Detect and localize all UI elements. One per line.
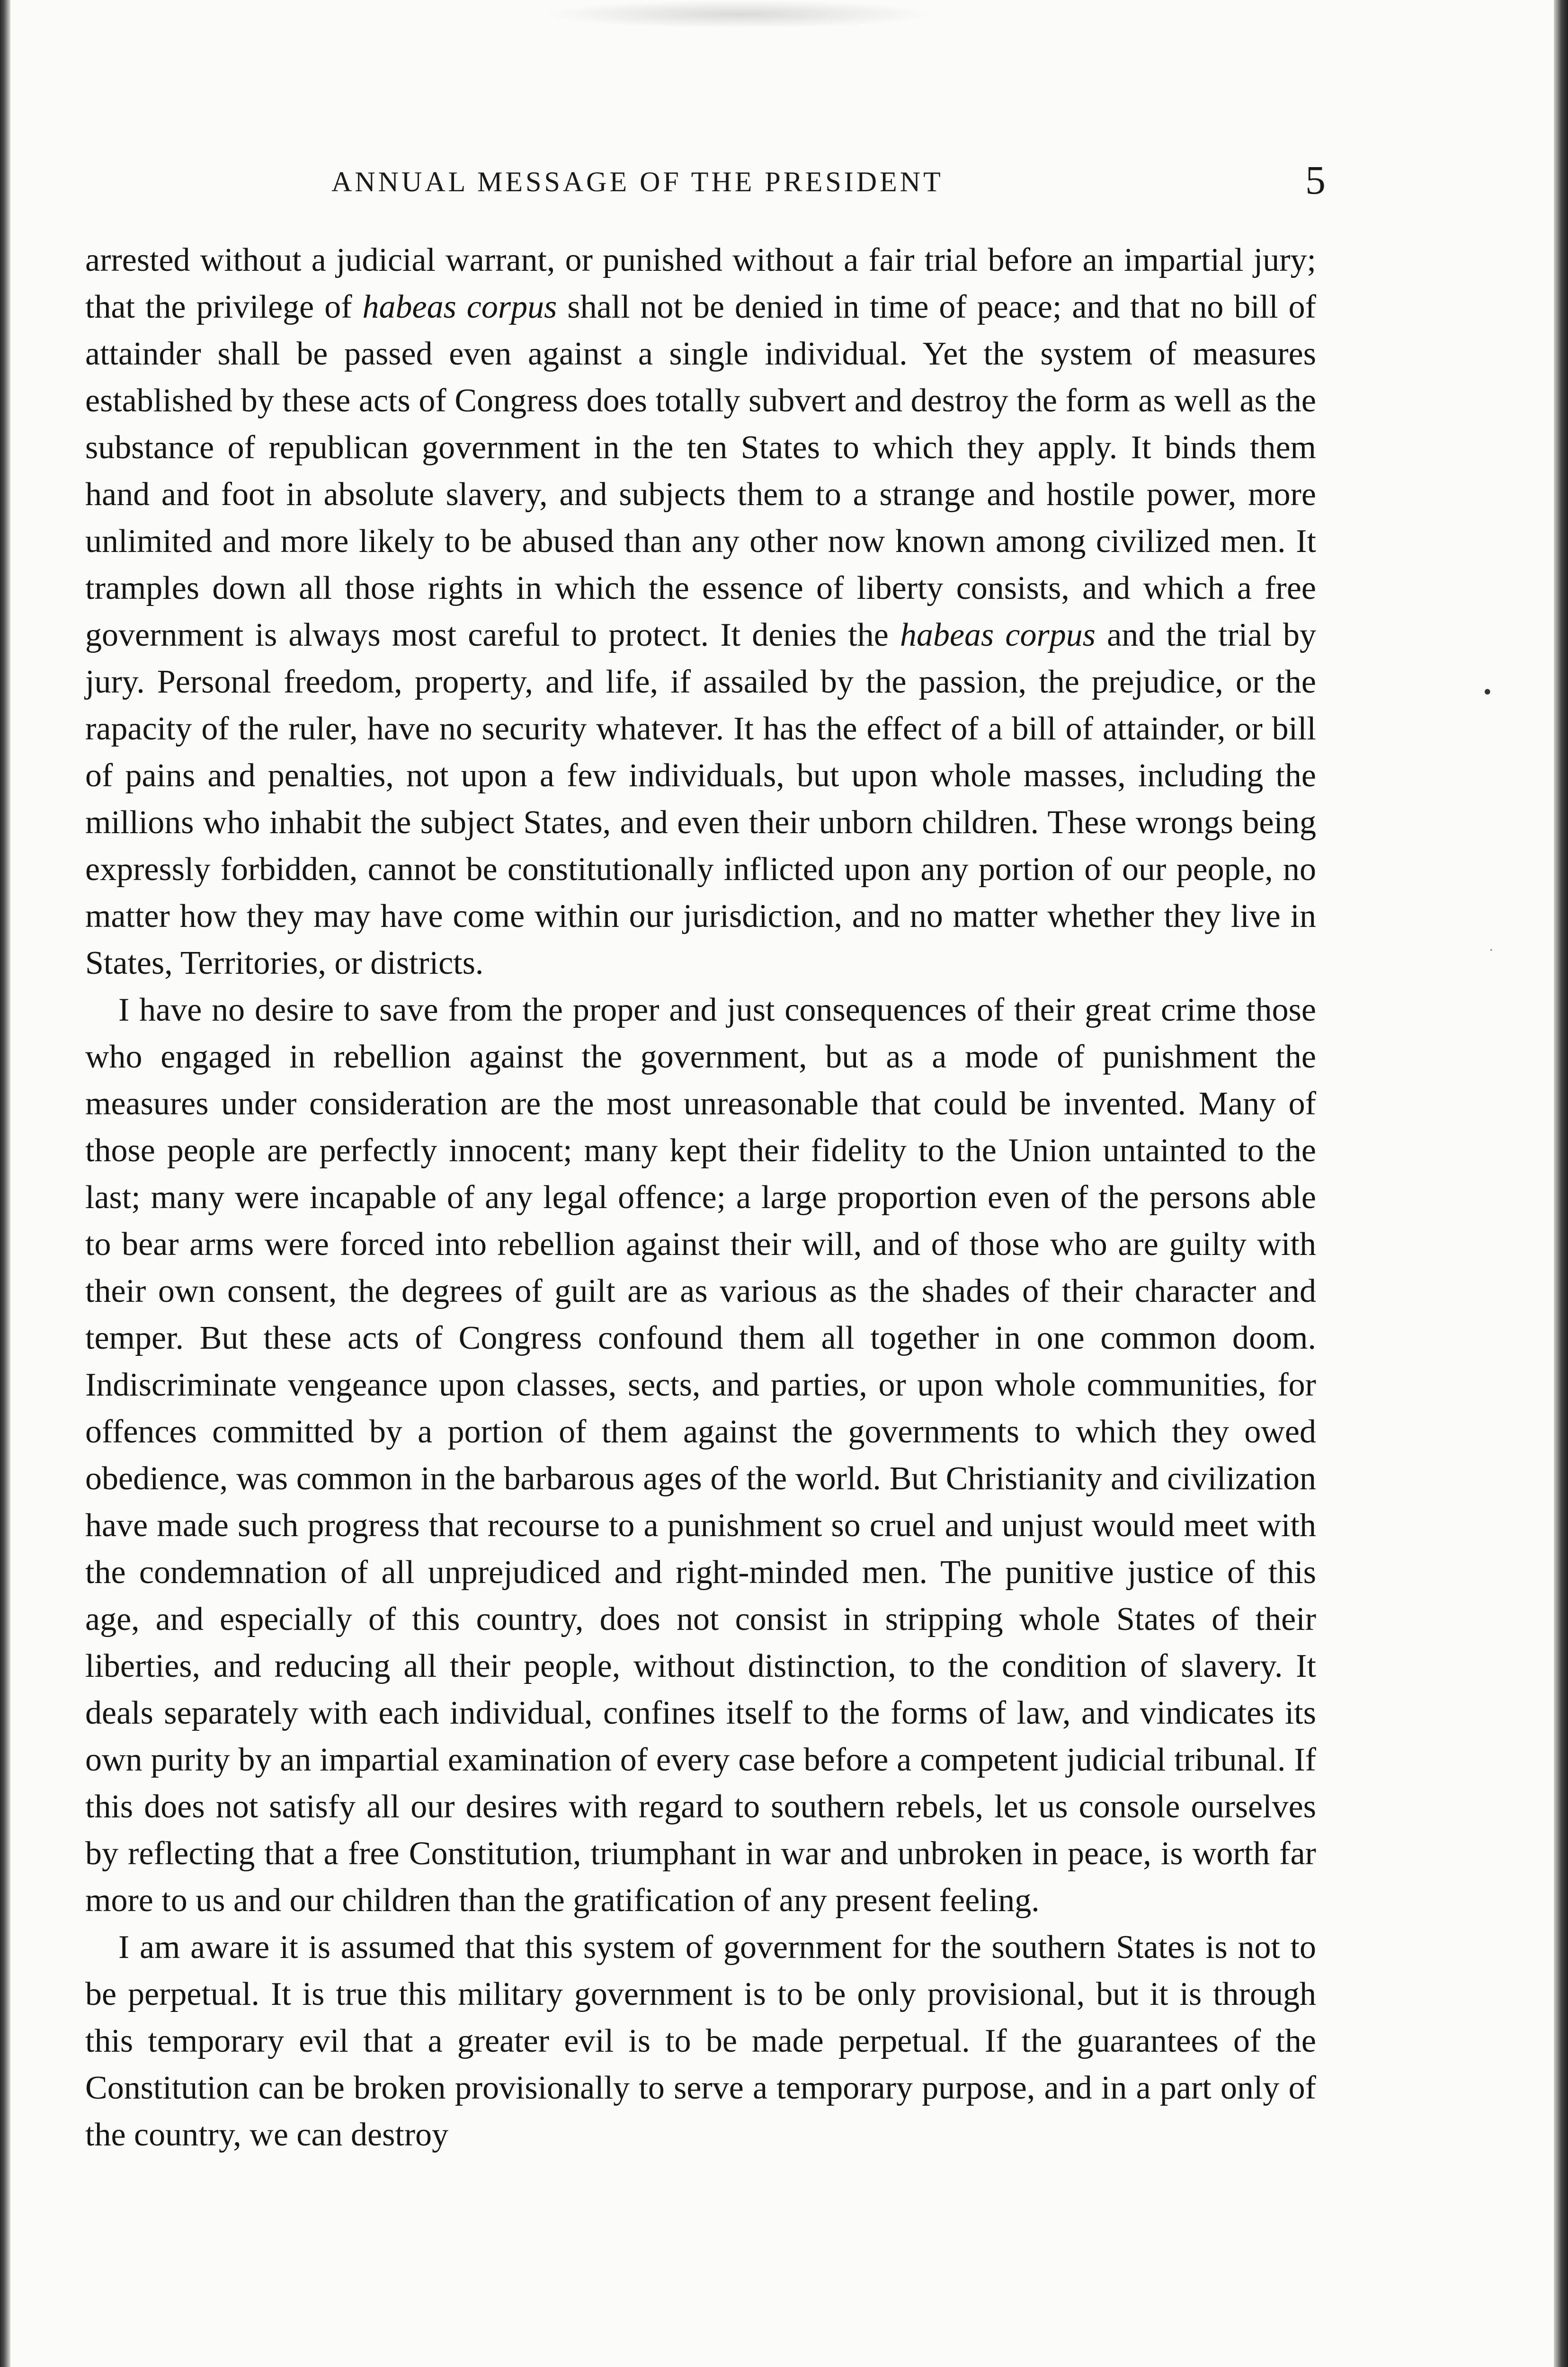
margin-mark: ·: [1489, 942, 1494, 959]
text-segment: arrested without a judicial warrant, or punished without a fair trial before an impartial jury; that the privilege of: [85, 242, 1316, 325]
page-number: 5: [1305, 157, 1326, 203]
text-segment: I have no desire to save from the proper and just consequences of their great crime those who engaged in rebellion against the government, but as a mode of punishment the measures under consideration are the most unreasonable that could be invented. Many of those people are perfectly innocent; many kept their fidelity to the Union untainted to the last; many were incapable of any legal offence; a large proportion even of the persons able to bear arms were forced into rebellion against their will, and of those who are guilty with their own consent, the degrees of guilt are as various as the shades of their character and temper. But these acts of Congress confound them all together in one common doom. Indiscriminate vengeance upon classes, sects, and parties, or upon whole communities, for offences committed by a portion of them against the governments to which they owed obedience, was common in the barbarous ages of the world. But Christianity and civilization have made such progress that recourse to a punishment so cruel and unjust would meet with the condemnation of all unprejudiced and right-minded men. The punitive justice of this age, and especially of this country, does not consist in stripping whole States of their liberties, and reducing all their people, without distinction, to the condition of slavery. It deals separately with each individual, confines itself to the forms of law, and vindicates its own purity by an impartial examination of every case before a competent judicial tribunal. If this does not satisfy all our desires with regard to southern rebels, let us console ourselves by reflecting that a free Constitution, triumphant in war and unbroken in peace, is worth far more to us and our children than the gratification of any present feeling.: [85, 992, 1316, 1919]
page-right-binding-edge: [1554, 0, 1568, 2367]
page-left-binding-edge: [0, 0, 10, 2367]
body-text: [85, 237, 1316, 2158]
scan-smudge: [544, 0, 933, 28]
paragraph-3: [85, 1924, 1316, 2158]
paragraph-2: [85, 987, 1316, 1924]
page-header: [95, 156, 1326, 213]
text-segment: shall not be denied in time of peace; and that no bill of attainder shall be passed even against a single individual. Yet the system of measures established by these acts of Congress does totally subvert and destroy the form as well as the substance of republican government in the ten States to which they apply. It binds them hand and foot in absolute slavery, and subjects them to a strange and hostile power, more unlimited and more likely to be abused than any other now known among civilized men. It tramples down all those rights in which the essence of liberty consists, and which a free government is always most careful to protect. It denies the: [85, 289, 1316, 653]
text-segment: and the trial by jury. Personal freedom, property, and life, if assailed by the passion, the prejudice, or the rapacity of the ruler, have no security whatever. It has the effect of a bill of attainder, or bill of pains and penalties, not upon a few individuals, but upon whole masses, including the millions who inhabit the subject States, and even their unborn children. These wrongs being expressly forbidden, cannot be constitutionally inflicted upon any portion of our people, no matter how they may have come within our jurisdiction, and no matter whether they live in States, Territories, or districts.: [85, 617, 1316, 981]
italic-term: habeas corpus: [362, 289, 557, 325]
margin-mark: •: [1482, 682, 1493, 703]
text-segment: I am aware it is assumed that this system of government for the southern States is not to be perpetual. It is true this military government is to be only provisional, but it is through this temporary evil that a greater evil is to be made perpetual. If the guarantees of the Constitution can be broken provisionally to serve a temporary purpose, and in a part only of the country, we can destroy: [85, 1929, 1316, 2153]
paragraph-1: [85, 237, 1316, 987]
running-head: ANNUAL MESSAGE OF THE PRESIDENT: [331, 166, 944, 197]
italic-term: habeas corpus: [900, 617, 1096, 653]
